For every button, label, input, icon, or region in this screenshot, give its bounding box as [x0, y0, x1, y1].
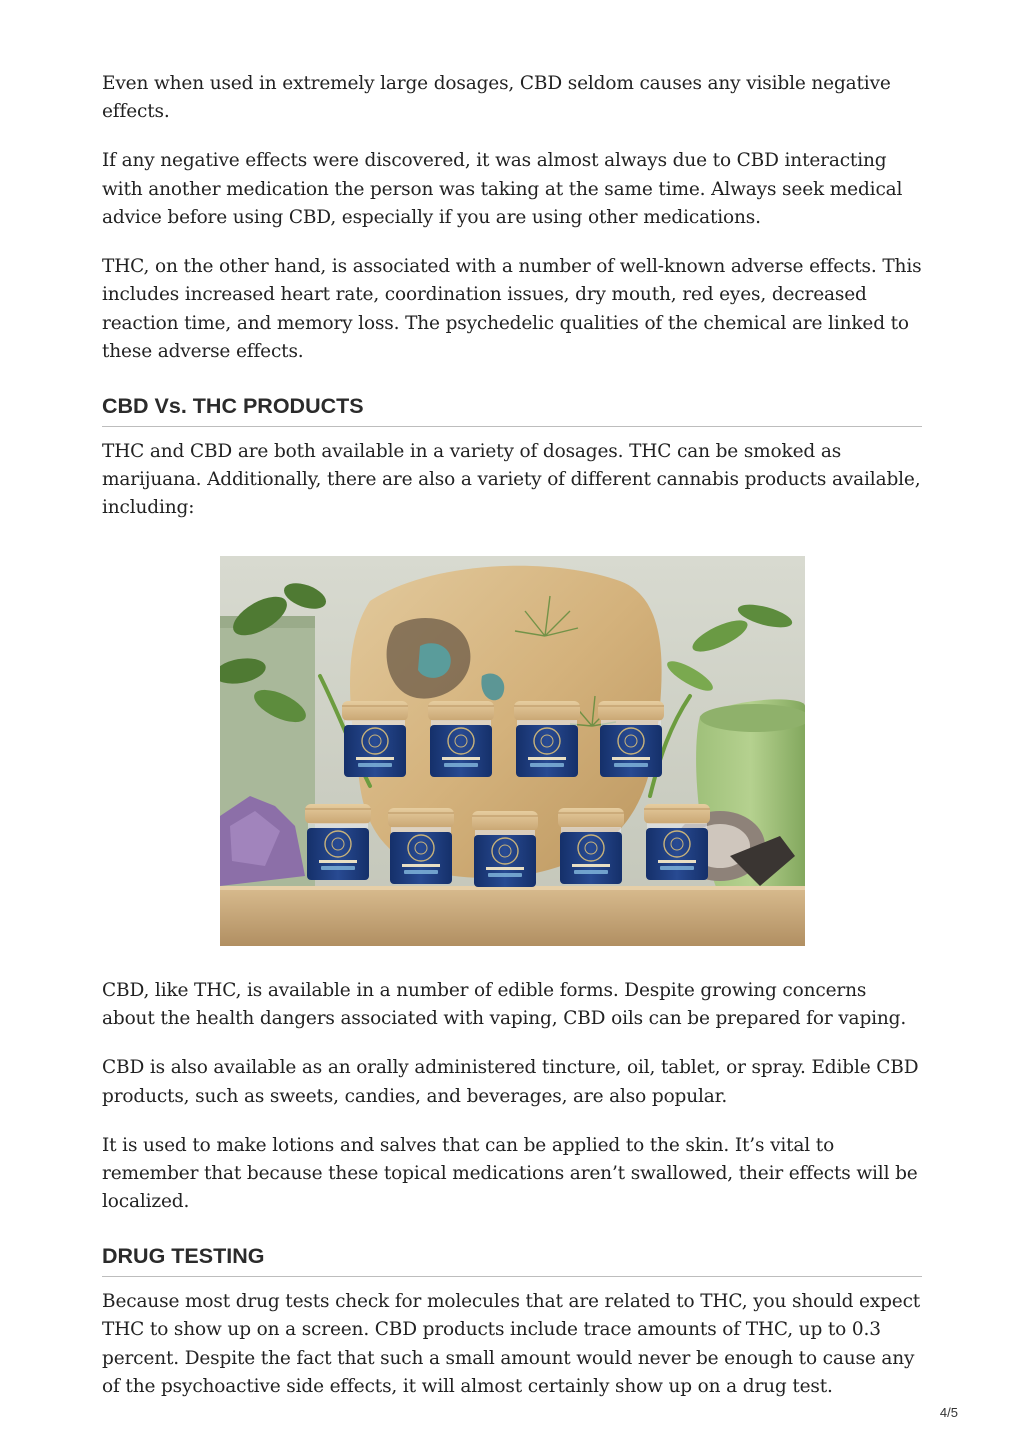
paragraph-oral-forms: CBD is also available as an orally administered tincture, oil, tablet, or spray. Edible CBD products, such as sweets, candies, and beverages, are also popular. [102, 1057, 919, 1107]
paragraph-topicals: It is used to make lotions and salves that can be applied to the skin. It’s vital to remember that because these topical medications aren’t swallowed, their effects will be localized. [102, 1134, 918, 1213]
section-heading-drug-testing: DRUG TESTING [102, 1244, 922, 1277]
paragraph-cbd-interactions: If any negative effects were discovered, it was almost always due to CBD interacting with another medication the person was taking at the same time. Always seek medical advice before using CBD, especially if you are using other medications. [102, 150, 903, 229]
cbd-jars-photo-illustration [220, 556, 805, 946]
page-number: 4/5 [939, 1405, 958, 1420]
section-heading-products: CBD Vs. THC PRODUCTS [102, 394, 922, 427]
paragraph-products-intro: THC and CBD are both available in a variety of dosages. THC can be smoked as marijuana. Additionally, there are also a variety of different cannabis products available, including: [102, 440, 921, 519]
paragraph-cbd-dosages: Even when used in extremely large dosages, CBD seldom causes any visible negative effects. [102, 73, 891, 123]
product-photo [220, 556, 805, 946]
paragraph-drug-testing: Because most drug tests check for molecules that are related to THC, you should expect THC to show up on a screen. CBD products include trace amounts of THC, up to 0.3 percent. Despite the fact that such a small amount would never be enough to cause any of the psychoactive side effects, it will almost certainly show up on a drug test. [102, 1290, 921, 1397]
paragraph-thc-adverse-effects: THC, on the other hand, is associated with a number of well-known adverse effects. This includes increased heart rate, coordination issues, dry mouth, red eyes, decreased reaction time, and memory loss. The psychedelic qualities of the chemical are linked to these adverse effects. [102, 256, 922, 363]
paragraph-edible-forms: CBD, like THC, is available in a number of edible forms. Despite growing concerns about the health dangers associated with vaping, CBD oils can be prepared for vaping. [102, 979, 907, 1030]
article-body [102, 70, 922, 1422]
